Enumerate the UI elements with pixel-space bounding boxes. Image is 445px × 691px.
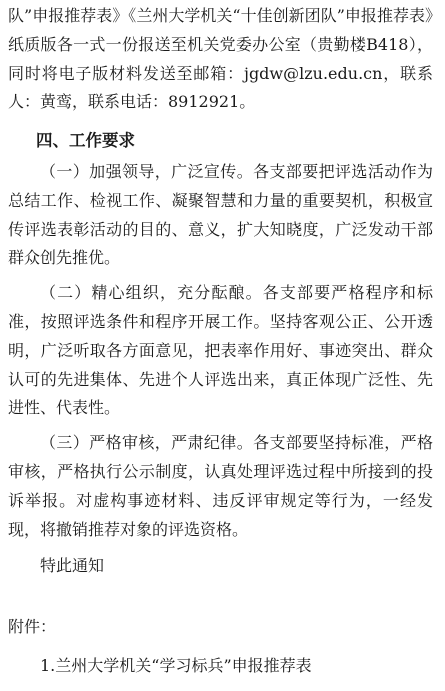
- closing-notice: 特此通知: [40, 556, 105, 576]
- requirement-paragraph-2: （二）精心组织，充分酝酿。各支部要严格程序和标准，按照评选条件和程序开展工作。坚持客观公正、公开透明，广泛听取各方面意见，把表率作用好、事迹突出、群众认可的先进集体、先进个人评选出来，真正体现广泛性、先进性、代表性。: [8, 283, 433, 418]
- intro-paragraph: 队”申报推荐表》《兰州大学机关“十佳创新团队”申报推荐表》纸质版各一式一份报送至机关党委办公室（贵勤楼B418），同时将电子版材料发送至邮箱：jgdw@lzu.edu.cn，联系人：黄鸾，联系电话：8912921。: [8, 6, 433, 112]
- attachments-label: 附件：: [8, 617, 57, 637]
- section-heading: 四、工作要求: [36, 131, 135, 151]
- attachment-item[interactable]: 1.兰州大学机关“学习标兵”申报推荐表: [40, 655, 312, 675]
- requirement-paragraph-3: （三）严格审核，严肃纪律。各支部要坚持标准，严格审核，严格执行公示制度，认真处理评选过程中所接到的投诉举报。对虚构事迹材料、违反评审规定等行为，一经发现，将撤销推荐对象的评选资格。: [8, 433, 433, 539]
- requirement-paragraph-1: （一）加强领导，广泛宣传。各支部要把评选活动作为总结工作、检视工作、凝聚智慧和力量的重要契机，积极宣传评选表彰活动的目的、意义，扩大知晓度，广泛发动干部群众创先推优。: [8, 161, 433, 268]
